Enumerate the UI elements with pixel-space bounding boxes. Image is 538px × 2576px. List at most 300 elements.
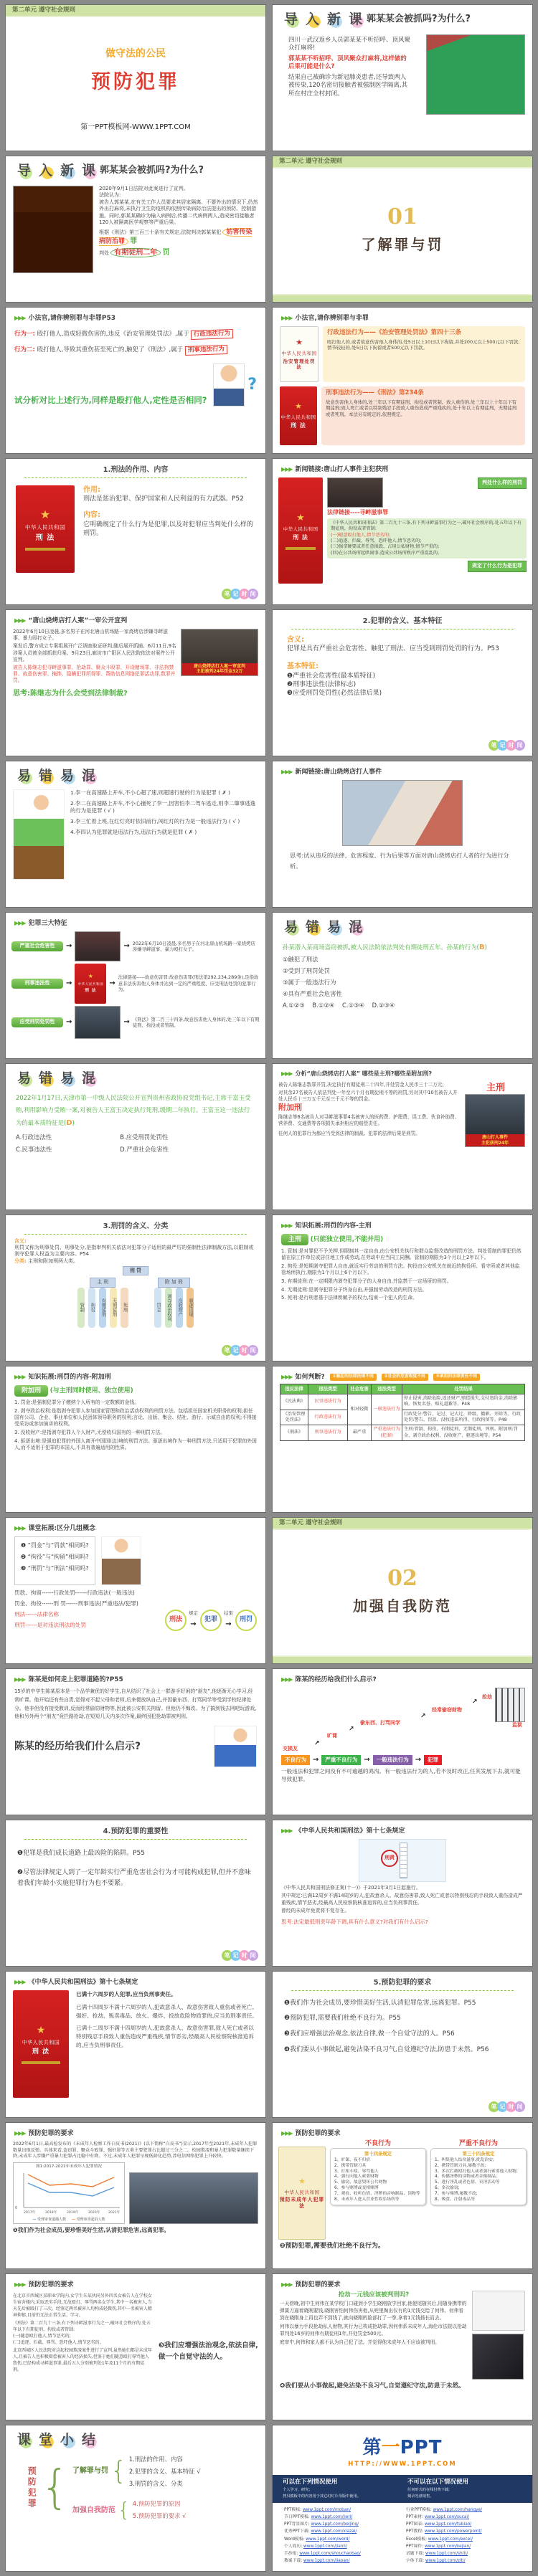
quiz-item: 1.李一在高速路上开车,不小心超了速,则超速行驶的行为是犯罪 ( ✗ ): [70, 789, 230, 796]
paragraph: 判处: [99, 250, 109, 257]
paragraph: 被告人郭某某,在有关工作人员要求其居家隔离、不要外出的情况下,仍然外出打麻将,未执行卫生防疫机构依照传染病防治法提出的预防、控制措施。同时,郭某某确诊为输入病例后,传播二代病例两人,造成密切接触者120人被隔离医学观察等严重后果。: [99, 199, 258, 226]
cell: 民事违法行为: [308, 1394, 348, 1410]
label: 内容:: [83, 511, 100, 520]
think-question: 思考:陈继志为什么会受到法律制裁?: [13, 689, 128, 698]
slide-header: 犯罪三大特征: [28, 920, 67, 927]
option: ③属于一般违法行为: [283, 978, 336, 986]
supplementary-label: 附加刑: [278, 1103, 302, 1113]
cell: 《刑法》: [280, 1425, 308, 1441]
note-time-badge: 笔 记 时 间: [224, 589, 258, 599]
criminal-law-book: ★ 中华人民共和国 刑 法: [278, 477, 323, 584]
slide-penalty-classification: [5, 1215, 266, 1361]
cell: 最严重: [348, 1425, 372, 1441]
criminal-law-book: ★ 中华人民共和国 刑 法: [13, 1990, 69, 2098]
shiti-link[interactable]: www.1ppt.com/shiti/: [425, 2551, 468, 2556]
paragraph: 已满十四周岁不满十六周岁的人,犯故意杀人、故意伤害致人重伤或者死亡、强奸、抢劫、贩卖毒品、放火、爆炸、投放危险物质罪的,应当负刑事责任。: [76, 2003, 258, 2019]
definition-item: 4. 驱逐出境:是强迫犯罪的外国人离开中国国(边)境的刑罚方法。驱逐出境作为一种刑罚方法,只适用于犯罪的外国人,而不适用于犯罪的本国人,不具有普遍适用的性质。: [14, 1437, 257, 1450]
arrow-icon: →: [66, 942, 72, 951]
topic-title: 1.刑法的作用、内容: [24, 465, 247, 478]
slide-header: 《中华人民共和国刑法》第十七条规定: [28, 1979, 138, 1986]
svg-text:0: 0: [15, 2205, 18, 2210]
option: D.严重社会危害性: [120, 1146, 169, 1154]
principal-badge: 主刑: [281, 1234, 308, 1245]
slide-comparison-table: [272, 1366, 533, 1513]
serious-bad-behavior-card: 第三十四条规定 1、纠集他人结伙滋事,扰乱治安; 2、携带管制刀具,屡教不改; 3、多次拦截殴打他人或者强行索要他人财物; 4、传播淫秽的读物或者音像制品; 5、进行淫乱或者色情、卖淫活动等 6、多次偷窃; 7、参与赌博,屡教不改; 8、吸食、注射毒品等: [430, 2148, 527, 2205]
section-number: 01: [387, 204, 417, 229]
mapping-line: 刑罚------是对违法刑法的处罚: [14, 1621, 86, 1628]
arrow-icon: ↗: [472, 1698, 478, 1706]
card-text: 殴打他人的,或者故意伤害他人身体的,处5日以上10日以下拘留,并处200元以上500元以下罚款;情节较轻的,处5日以下拘留或者500元以下罚款。: [327, 338, 520, 351]
conclusion-point: ❷预防犯罪,需要我们杜绝不良行为。: [280, 2243, 385, 2251]
sentence-highlight: 有期徒刑二年: [110, 248, 161, 257]
slide-amendment-11: [272, 1820, 533, 1967]
paragraph: (一)随意殴打他人,情节恶劣的;: [13, 2334, 71, 2339]
label: 作用:: [83, 485, 100, 494]
feature-label: 严重社会危害性: [11, 941, 63, 951]
criminal-law-book: ★ 中华人民共和国 刑 法: [280, 386, 317, 445]
cell: 停止侵害,消除危险,返还财产,赔偿损失,支付违约金,消除影响、恢复名誉、赔礼道歉等。P48: [402, 1394, 525, 1410]
paragraph: 其中规定:已满12周岁不满14周岁的人,犯故意杀人、故意伤害罪,致人死亡或者以特别残忍的手段致人重伤造成严重残疾,情节恶劣,经最高人民检察院核准追诉的,应当负刑事责任。: [281, 1892, 523, 1906]
prison-cell-image: [495, 1688, 525, 1722]
arrow-icon: ↗: [420, 1713, 426, 1720]
chevrons-icon: ▶▶▶: [14, 314, 26, 321]
arrow-icon: →: [66, 1018, 72, 1027]
principal-label: 主刑: [486, 1082, 505, 1093]
note-time-badge: 笔 记 时 间: [224, 1345, 258, 1356]
slide-mcq-wangfuyu: [5, 1063, 266, 1210]
conclusion-text: 一般违法和犯罪之间没有不可逾越的鸿沟。有一般违法行为的人,若不及时改正,任其发展下去,就可能导致犯罪。: [281, 1768, 521, 1782]
feature-label: 刑事违法性: [11, 979, 63, 988]
paragraph: 对其余27名被告人依法判处一年至六个月有期徒刑不等的刑罚,另对其中10名被告人并处人民币十三万五千元至三千元不等的罚金。: [278, 1089, 458, 1102]
quiz-item: 4.李四认为犯罪就是违法行为,违法行为就是犯罪 ( ✗ ): [70, 828, 197, 835]
topic-title: 3.刑罚的含义、分类: [24, 1222, 247, 1235]
big-question: 陈某的经历给我们什么启示?: [14, 1740, 141, 1752]
chevrons-icon: ▶▶▶: [14, 919, 26, 926]
cell: 行政违法行为: [308, 1410, 348, 1425]
error-prone-title: 易 错 易 混: [16, 1070, 95, 1086]
slide-bad-behavior-lists: [272, 2122, 533, 2269]
case-subtitle: 抢劫一元钱应该被判刑吗?: [338, 2291, 410, 2299]
option: C.民事违法性: [16, 1146, 52, 1154]
slide-path-diagram: [272, 1668, 533, 1815]
paragraph: 曾经的未成年免责将不复存在。: [281, 1907, 350, 1914]
legend-item: — 受理审查逮捕人数: [32, 2217, 66, 2222]
national-emblem-icon: ★: [298, 2176, 306, 2186]
slide-section-02: [272, 1517, 533, 1664]
criminal-age-badge: 刑责: [381, 1850, 398, 1867]
lesson-intro-title: 导 入 新 课: [16, 163, 95, 179]
branch-items: 1.刑法的作用、内容 2.犯罪的含义、基本特征 √ 3.刑罚的含义、分类: [128, 2456, 201, 2487]
conclusion-point: ❶我们作为社会成员,要珍惜美好生活,认清犯罪危害,远离犯罪。: [13, 2227, 170, 2234]
slide-section-01: [272, 156, 533, 303]
topic-title: 4.预防犯罪的重要性: [24, 1827, 247, 1840]
chevrons-icon: ▶▶▶: [281, 1676, 293, 1683]
allowed-item: 个人学习、研究;: [283, 2488, 311, 2493]
note-time-badge: 笔 记 时 间: [224, 1950, 258, 1961]
national-emblem-icon: ★: [36, 2024, 46, 2036]
branch-label: 加强自我防范: [72, 2506, 115, 2514]
slide-three-features: [5, 912, 266, 1059]
paragraph: 根据《刑法》第三百三十条有关规定,法院判决郭某某犯: [99, 229, 222, 235]
national-emblem-icon: ★: [295, 401, 302, 412]
slide-mcq-theft: [272, 912, 533, 1059]
slide-header: 小法官,请你辨别罪与非罪: [295, 315, 369, 322]
age-ruler-cartoon: [273, 1839, 532, 1882]
svg-text:2021年: 2021年: [108, 2210, 121, 2215]
allowed-item: 拷贝模板中的内容用于其它幻灯片母版中使用。: [283, 2494, 361, 2499]
branch-items: 4.预防犯罪的原因 5.预防犯罪的要求 √: [132, 2500, 187, 2520]
definition-item: 3. 有期徒刑:在一定期限内剥夺犯罪分子的人身自由,并监禁于一定场所的刑罚。: [281, 1278, 452, 1284]
slide-whitepaper-chart: [5, 2122, 266, 2269]
national-emblem-icon: ★: [296, 338, 303, 348]
paragraph: 2020年9月1日法院对此案进行了宣判。: [99, 186, 189, 191]
paragraph: 四川一武汉返乡人员郭某某不听招呼、顶风聚众打麻将!: [288, 37, 411, 52]
slide-intro-verdict: [5, 156, 266, 303]
note-time-badge: 笔 记 时 间: [491, 740, 525, 751]
chevrons-icon: ▶▶▶: [281, 1070, 293, 1077]
jieri-link[interactable]: www.1ppt.com/jieri/: [311, 2515, 353, 2520]
definition-item: 5. 死刑:是行刑者基于法律所赋予的权力,结束一个犯人的生命。: [281, 1295, 417, 1301]
attack-photo: [75, 931, 121, 961]
path-step: 交损友: [283, 1745, 298, 1752]
paragraph: 何伟以暴力手段抢劫私人财物,其行为已构成抢劫罪,因何伟系未成年人,海伦市法院以抢劫罪判处16岁的何伟有期徒刑1年,并处罚金500元。: [280, 2324, 467, 2337]
section-title: 加强自我防范: [353, 1597, 452, 1615]
question-box: ❶ “罚金”与“罚款”相同吗? ❷ “拘役”与“拘留”相同吗? ❸ “刑罚”与“刑法”相同吗?: [14, 1536, 95, 1585]
paragraph: 一天傍晚,初中生何伟在某学校门口碰到小学生晓刚放学回家,他便尾随其后,用随身携带的弹簧刀逼着晓刚要钱,晓刚害怕何伟伤害他,从兜里掏出仅有的1元钱交给了何伟。何伟看到在晓刚身上再也弄不到钱了,就向晓刚的脸部打了一拳,拿着1元钱扬长而去。: [280, 2300, 467, 2321]
paragraph: 《刑法》第二百九十三条,有下列寻衅滋事行为之一,破坏社会秩序的,处五年以下有期徒刑、拘役或者管制:: [13, 2321, 151, 2333]
slide-1ppt-download: [272, 2425, 533, 2572]
link-lists: PPT模板: www.1ppt.com/moban/ 节日PPT模板: www.1ppt.com/jieri/ PPT背景图片: www.1ppt.com/beijing/ 优秀PPT下载: www.1ppt.com/xiazai/ Word模板: www.1ppt.com/word/ 个人简历: www.1ppt.com/jianli/ 手抄报: www.1ppt.com/shouchaobao/ 教案下载: www.1ppt.com/jiaoan/ 行业PPT模板: www.1ppt.com/hangye/ PPT素材: www.1ppt.com/sucai/ PPT图表: www.1ppt.com/tubiao/ PPT教程: www.1ppt.com/powerpoint/ Excel模板: www.1ppt.com/excel/ PPT课件: www.1ppt.com/kejian/ 试题下载: www.1ppt.com/shiti/ 字体下载: www.1ppt.com/ziti/: [284, 2508, 483, 2564]
usage-note: (与主刑同时使用、独立使用): [49, 1387, 133, 1395]
feature-item: ❷刑事违法性(法律标志): [287, 680, 357, 688]
paragraph: 殴打他人,造成轻微伤害的,违反《治安管理处罚法》,属于: [37, 331, 189, 338]
slide-header: “唐山烧烤店打人案”一审公开宣判: [28, 617, 128, 624]
paragraph: 法院认为:: [99, 192, 121, 199]
paragraph: 郭某某不听招呼、顶风聚众打麻将,这样做的后果可能是什么?: [288, 54, 407, 71]
cell: 刑事违法行为: [308, 1425, 348, 1441]
conclusion-point: ❸我们应增强法治观念,依法自律,做一个自觉守法的人。: [158, 2341, 258, 2361]
criminal-card: 刑事违法行为——《刑法》第234条 故意伤害他人身体的,处三年以下有期徒刑、拘役或者管制。致人重伤的,处三年以上十年以下有期徒刑;致人死亡或者以特别残忍手段致人重伤造成严重残疾的,处十年以上有期徒刑、无期徒刑或者死刑。本法另有规定的,依照规定。: [321, 386, 525, 445]
cell: 行政处分:警告、记过、记大过、降级、撤职、开除等。行政处罚:警告、罚款、没收违法所得、行政拘留等。P48: [402, 1410, 525, 1425]
slide-header: 预防犯罪的要求: [295, 2281, 341, 2289]
chevrons-icon: ▶▶▶: [281, 465, 293, 472]
hangye-link[interactable]: www.1ppt.com/hangye/: [433, 2508, 483, 2513]
difference-badge: ①触犯的法律法规不同: [330, 1374, 377, 1381]
point: ❷尽管法律规定人到了一定年龄实行严重危害社会行为才可能构成犯罪,但并不意味着我们年龄小实施犯罪行为也不要紧。: [17, 1868, 251, 1888]
lesson-intro-title: 导 入 新 课: [283, 11, 362, 27]
paragraph: 案发后,警方成立专案组展开广泛调查取证研判,随后展开抓捕。6月11日,9名涉案人员被全部抓获归案。9月23日,廊坊市广阳区人民法院依法对案件公开宣判。: [13, 643, 176, 662]
summary-title: 课 堂 小 结: [16, 2432, 95, 2448]
slide-header: 预防犯罪的要求: [28, 2130, 74, 2137]
quiz-item: 3.李三忙着上班,在红灯亮时依旧前行,闯红灯的行为是一般违法行为 ( √ ): [70, 817, 240, 824]
slide-header: 分析“唐山烧烤店打人案” 哪些是主刑?哪些是附加刑?: [295, 1070, 433, 1077]
label: 分类:: [14, 1258, 27, 1264]
brace: {: [117, 2498, 131, 2522]
definition-item: 3. 没收财产:是指剥夺犯罪人个人财产,无偿收归国有的一种刑罚方法。: [14, 1429, 166, 1435]
label: 含义:: [287, 635, 304, 644]
usage-note: (只能独立使用,不能并用): [310, 1236, 384, 1244]
paragraph: 2022年6月10日凌晨,多名男子在河北唐山机场路一家烧烤店涉嫌寻衅滋事、暴力殴打女子。: [13, 629, 168, 642]
site-footer: 第一PPT模板网-WWW.1PPT.COM: [80, 123, 191, 132]
arrow-icon: ↗: [349, 1726, 354, 1733]
violation-table: 违反法律 违法类型 社会危害 违法类型 处罚结果 《民法典》 民事违法行为 相对轻微 一般违法行为 停止侵害,消除危险,返还财产,赔偿损失,支付违约金,消除影响、恢复名誉、赔礼道歉等。P48 《治安管理处罚法》 行政违法行为 行政处分:警告、记过、记大过、降级、撤职、开除等。行政处罚:警告、罚款、没收违法所得、行政拘留等。P48 《刑法》 刑事违法行为 最严重 严重违法行为(犯罪) 主刑:管制、拘役、有期徒刑、无期徒刑、死刑。附加刑:罚金、剥夺政治权利、没收财产、驱逐出境等。P54: [280, 1384, 525, 1441]
slide-header: 小法官,请你辨别罪与非罪P53: [28, 315, 116, 322]
path-step: 监狱: [512, 1722, 522, 1729]
error-prone-title: 易 错 易 混: [283, 919, 362, 935]
chevrons-icon: ▶▶▶: [281, 768, 293, 775]
svg-text:2020年: 2020年: [88, 2210, 100, 2215]
penalty-tree: 刑 罚 主 刑 管制 拘役 有期徒刑 无期徒刑 死刑 附 加 刑 罚金 剥夺政治权利 没收财产 驱逐出境: [6, 1266, 265, 1330]
tree-root: 刑 罚: [123, 1266, 148, 1275]
bottom-strip: [273, 1655, 532, 1663]
chevrons-icon: ▶▶▶: [281, 1827, 293, 1834]
unit-header: 第二单元 遵守社会规则: [273, 1518, 532, 1530]
site-url[interactable]: HTTP://WWW.1PPT.COM: [348, 2461, 457, 2468]
bad-behavior-card: 第十四条规定 1、旷课、夜不归宿 2、携带管制刀具 3、打架斗殴、辱骂他人 4、强行向他人索要财物 5、偷窃、故意毁坏公共财物 6、参与赌博或变相赌博 7、观看、收听色情、淫秽的音响制品、读物等 8、未成年人进入营业性娱乐场所等: [330, 2148, 426, 2205]
slide-crime-meaning: [272, 609, 533, 756]
street-attack-photo: [327, 477, 383, 508]
question-mark-icon: ?: [247, 376, 257, 394]
tubiao-link[interactable]: www.1ppt.com/tubiao/: [424, 2522, 472, 2527]
slide-chen-story: [5, 1668, 266, 1815]
slide-header: 如何判断?: [295, 1374, 325, 1381]
forbidden-item: 刻录光盘销售。: [407, 2494, 434, 2499]
path-step: 抢劫: [482, 1693, 492, 1700]
slide-prevention-requirements: [272, 1971, 533, 2118]
administrative-card: 行政违法行为——《治安管理处罚法》第四十三条 殴打他人的,或者故意伤害他人身体的,处5日以上10日以下拘留,并处200元以上500元以下罚款;情节较轻的,处5日以下拘留或者500元以下罚款。: [323, 326, 525, 382]
list-title: 不良行为: [364, 2140, 391, 2148]
feature-item: ❸应受刑罚处罚性(必然法律后果): [287, 689, 382, 697]
xiazai-link[interactable]: www.1ppt.com/xiazai/: [311, 2529, 357, 2534]
book-gold-bar: [22, 2061, 60, 2064]
slide-title: [5, 4, 266, 151]
handcuffs-photo: [472, 2334, 524, 2380]
slide-header: 预防犯罪的要求: [28, 2281, 74, 2289]
cell: 《治安管理处罚法》: [280, 1410, 308, 1425]
teacher-cartoon: [101, 1536, 141, 1585]
slide-law-role: [5, 458, 266, 605]
ziti-link[interactable]: www.1ppt.com/ziti/: [425, 2559, 466, 2564]
error-prone-title: 易 错 易 混: [16, 768, 95, 784]
law-link-line: 法律链接----寻衅滋事罪: [327, 509, 389, 516]
mapping-line: 刑法------法律名称: [14, 1611, 60, 1618]
mindmap-root: 预防犯罪: [27, 2466, 37, 2510]
svg-text:2017年: 2017年: [24, 2210, 36, 2215]
mahjong-photo: [426, 34, 525, 115]
tree-branch: 附 加 刑: [158, 1278, 190, 1287]
question-stem: 2022年1月17日,天津市第一中级人民法院公开宣判贵州省政协原党组书记,主席干富玉受贿,利用影响力受贿一案,对被告人王富玉决定执行死刑,缓期二年执行。王富玉这一违法行为的最本质特征是(D): [16, 1094, 251, 1128]
crime-name-highlight: 妨害传染病防治罪: [99, 228, 253, 245]
paragraph: (二)追逐、拦截、辱骂、恐吓他人,情节恶劣的。: [13, 2340, 104, 2346]
downhill-path: [280, 1688, 525, 1754]
card-text: 故意伤害他人身体的,处三年以下有期徒刑、拘役或者管制。致人重伤的,处三年以上十年以下有期徒刑;致人死亡或者以特别残忍手段致人重伤造成严重残疾的,处十年以上有期徒刑、无期徒刑或者死刑。本法另有规定的,依照规定。: [326, 399, 517, 417]
chart-title: 图1:2017-2021年未成年人犯罪情况: [36, 2164, 102, 2169]
slide-header: 新闻链接:唐山打人事件主犯获刑: [295, 466, 389, 473]
sucai-link[interactable]: www.1ppt.com/sucai/: [424, 2515, 469, 2520]
option: ④具有严重社会危害性: [283, 989, 342, 997]
fa-tag: 罚: [162, 249, 170, 257]
excel-link[interactable]: www.1ppt.com/excel/: [428, 2537, 473, 2542]
point: ❷预防犯罪,需要我们杜绝不良行为。P55: [284, 2015, 401, 2023]
cell: 《民法典》: [280, 1394, 308, 1410]
brace: {: [40, 2461, 70, 2515]
chevrons-icon: ▶▶▶: [281, 2129, 293, 2137]
paragraph: 北京西城区人民法院对这起校园欺凌案件进行了宣判,虽然她们都是未成年人,且被告人也积极赔偿被害人的经济损失,但鉴于她们随意殴打辱骂他人致伤,已经构成寻衅滋事罪,最后五人分别被判处1年及11个月的有期徒刑。: [13, 2348, 152, 2373]
chevrons-icon: ▶▶▶: [14, 2129, 26, 2137]
intro-question: 郭某某会被抓吗?为什么?: [367, 13, 471, 24]
branch-label: 了解罪与罚: [72, 2467, 108, 2476]
intro-question: 郭某某会被抓吗?为什么?: [100, 164, 204, 176]
1ppt-logo: 第一PPT HTTP://WWW.1PPT.COM: [273, 2435, 532, 2469]
moban-link[interactable]: www.1ppt.com/moban/: [302, 2508, 351, 2513]
chevrons-icon: ▶▶▶: [281, 1222, 293, 1229]
powerpoint-link[interactable]: www.1ppt.com/powerpoint/: [424, 2529, 482, 2534]
juvenile-crime-chart: [13, 2162, 125, 2224]
national-emblem-icon: ★: [39, 507, 51, 521]
mapping-line: 罚款、拘留------行政处罚------行政违法(一般违法): [14, 1589, 135, 1597]
slide-quiz-truefalse: [5, 761, 266, 908]
slide-header: 课堂拓展:区分几组概念: [28, 1525, 96, 1532]
slide-punishment-analysis: [272, 1063, 533, 1210]
slide-news-tangshan-verdict: [272, 458, 533, 605]
criminal-law-book: ★ 中华人民共和国 刑 法: [16, 485, 75, 573]
point: ❶我们作为社会成员,要珍惜美好生活,认清犯罪危害,远离犯罪。P55: [284, 1999, 476, 2007]
definition-item: 1. 罚金:是强制犯罪分子缴纳个人所有的一定数额的金钱。: [14, 1399, 140, 1406]
chevrons-icon: ▶▶▶: [14, 1676, 26, 1683]
slide-concept-distinction: [5, 1517, 266, 1664]
slide-header: 陈某是如何走上犯罪道路的?P55: [28, 1676, 123, 1683]
courtroom-photo: [13, 186, 93, 273]
forbidden-item: 任何形式的在线付费下载;: [407, 2488, 450, 2493]
slide-bullying-case: [5, 2273, 266, 2420]
law-quote-box: 《中华人民共和国刑法》第二百九十三条,有下列寻衅滋事行为之一,破坏社会秩序的,处五年以下有期徒刑、拘役或者管制: (一)随意殴打他人,情节恶劣的; (二)追逐、拦截、辱骂、恐吓他人,情节恶劣的; (三)强拿硬要或者任意损毁、占用公私财物,情节严重的; (四)在公共场所起哄闹事,造成公共场所秩序严重混乱的。: [327, 518, 527, 559]
robbery-cartoon: [472, 2291, 525, 2331]
definition-item: 2. 剥夺政治权利:是指剥夺犯罪人参加国家管理和政治活动权利的刑罚方法。包括担任国家机关职务的权利;担任国有公司、企业、事业单位和人民团体领导职务的权利;言论、出版、集会、结社、游行、示威自由的权利;不得接受采访或参加演讲的权利。: [14, 1407, 257, 1427]
slide-supplementary-punishments: [5, 1366, 266, 1513]
arrow-icon: →: [123, 942, 130, 951]
public-security-law-book: ★ 中华人民共和国 治安管理处罚法: [280, 326, 318, 382]
paragraph: 犯罪是具有严重社会危害性、触犯了刑法、应当受到刑罚处罚的行为。P53: [287, 645, 499, 652]
chevrons-icon: ▶▶▶: [281, 314, 293, 321]
chevrons-icon: ▶▶▶: [281, 2281, 293, 2288]
paragraph: 刑法是惩治犯罪、保护国家和人民利益的有力武器。P52: [83, 495, 244, 503]
discussion-question: 试分析对比上述行为,同样是殴打他人,定性是否相同?: [14, 394, 207, 405]
chevrons-icon: ▶▶▶: [281, 1373, 293, 1380]
chevrons-icon: ▶▶▶: [14, 1978, 26, 1985]
paragraph: 结果自己被确诊为新冠肺炎患者,还导致两人被传染,120名密切接触者被强制医学隔离,其所在村庄全村封闭。: [288, 73, 408, 98]
unit-header: 第二单元 遵守社会规则: [6, 5, 265, 17]
option: ①触犯了刑法: [283, 956, 318, 963]
option: A.行政违法性: [16, 1133, 52, 1141]
difference-badge: ③承担的法律责任不同: [433, 1374, 480, 1381]
question-stem: 孙某潜入某商场盗窃被抓,被人民法院依法判处有期徒刑五年。孙某的行为(B): [283, 944, 487, 951]
boy-cartoon: [214, 1726, 257, 1767]
think-question: 思考:法定最低刑责年龄下调,具有什么意义?对我们有什么启示?: [281, 1919, 428, 1926]
paragraph: 已满十六周岁的人犯罪,应当负刑事责任。: [76, 1991, 176, 1998]
paragraph: 任何人的犯罪行为都应当受到法律的制裁。犯罪的法律后果是刑罚。: [278, 1131, 420, 1137]
cell: 严重违法行为(犯罪): [372, 1425, 402, 1441]
story-paragraph: 15岁的中学生陈某原本是一个品学兼优的好学生,自从结识了社会上一群游手好闲的“朋友”,他逐渐无心学习,经常旷课。他开始还有些自责,觉得对不起父母和老师,后来便放纵自己,并因偷东西、打骂同学等受到学校纪律处分。他非但没有接受教训,反而经常偷窃财物等,因此被公安机关拘留。但他仍不悔改。为了搞到钱去网吧玩游戏,他和另外两个“朋友”竟拦路抢劫,在短短几天内多次作案,最终因犯抢劫罪被判刑。: [14, 1688, 257, 1720]
penalty-callout: 判处什么样的刑罚: [478, 477, 527, 488]
ruler-icon: [400, 1843, 407, 1878]
juvenile-law-book: ★ 中华人民共和国 预防未成年人犯罪法: [278, 2147, 326, 2240]
paragraph: 主刑和附加刑两大类。: [28, 1258, 79, 1264]
slide-lesson-summary: [5, 2425, 266, 2572]
feature-item: ❶严重社会危害性(最本质特征): [287, 672, 376, 680]
mapping-line: 罚金、拘役------刑 罚------刑事违法(严重违法/犯罪): [14, 1600, 138, 1607]
option: ②受到了刑罚处罚: [283, 966, 331, 974]
bottom-strip: [273, 294, 532, 302]
chevrons-icon: ▶▶▶: [14, 2281, 26, 2288]
paragraph: 殴打他人,导致其重伤甚至死亡的,触犯了《刑法》,属于: [37, 346, 184, 353]
course-title: 预防犯罪: [91, 70, 180, 93]
slide-header: 预防犯罪的要求: [295, 2130, 341, 2137]
point: ❸我们应增强法治观念,依法自律,做一个自觉守法的人。P56: [284, 2030, 455, 2038]
answer-letter: D: [66, 1119, 72, 1128]
slide-header: 陈某的经历给我们什么启示?: [295, 1676, 377, 1683]
slide-principal-punishments: [272, 1215, 533, 1361]
arrest-photo: [75, 1006, 121, 1039]
point: ❶犯罪是我们成长道路上最凶险的陷阱。P55: [17, 1849, 145, 1857]
shouchaobao-link[interactable]: www.1ppt.com/shouchaobao/: [299, 2551, 361, 2556]
tree-branch: 主 刑: [90, 1278, 115, 1287]
word-link[interactable]: www.1ppt.com/word/: [306, 2537, 350, 2542]
suspects-photo: 唐山打人事件 主犯获刑24年: [465, 1094, 525, 1147]
slide-header: 新闻链接:唐山烧烤店打人事件: [295, 769, 382, 776]
label: 基本特征:: [287, 662, 318, 671]
law-crime-penalty-diagram: 刑法 规定 → 犯罪 结果 → 刑罚: [165, 1609, 257, 1631]
slide-header: 《中华人民共和国刑法》第十七条规定: [295, 1828, 405, 1835]
chevrons-icon: ▶▶▶: [14, 617, 26, 624]
cell: 主刑:管制、拘役、有期徒刑、无期徒刑、死刑。附加刑:罚金、剥夺政治权利、没收财产、驱逐出境等。P54: [402, 1425, 525, 1441]
zui-tag: 罪: [130, 237, 138, 245]
police-ranks-photo: [129, 2172, 258, 2224]
jianli-link[interactable]: www.1ppt.com/jianli/: [303, 2544, 347, 2549]
label: 含义:: [14, 1237, 27, 1244]
definition-item: 2. 拘役:是短期剥夺犯罪人自由,就近实行劳动的刑罚方法。拘役由公安机关在就近的拘役所、看守所或者其他监管场所执行,期限为1个月以上6个月以下。: [281, 1263, 520, 1276]
arrow-icon: →: [123, 1018, 130, 1027]
quiz-item: 2.李二在高速路上开车,不小心撞死了李一,因害怕李二驾车逃走,则李二肇事逃逸的行为是犯罪 ( √ ): [70, 799, 255, 814]
slide-prevention-importance: [5, 1820, 266, 1967]
arrow-icon: →: [109, 979, 115, 988]
supplementary-badge: 附加刑: [14, 1385, 48, 1397]
forbidden-title: 不可以在以下情况使用: [407, 2478, 469, 2486]
svg-text:2019年: 2019年: [67, 2210, 79, 2215]
crime-definition-callout: 规定了什么行为是犯罪: [468, 561, 527, 571]
slide-judge-laws: [272, 307, 533, 454]
course-subtitle: 做守法的公民: [105, 48, 166, 60]
summary-mindmap: [26, 2453, 265, 2522]
answer-letter: B: [478, 944, 485, 951]
student-cartoon: [13, 789, 65, 880]
path-step: 偷东西、打骂同学: [360, 1719, 400, 1726]
kejian-link[interactable]: www.1ppt.com/kejian/: [424, 2544, 471, 2549]
section-number: 02: [387, 1566, 417, 1591]
paragraph: 被告人陈继志犯寻衅滋事罪、抢劫罪、聚众斗殴罪、开设赌场罪、非法拘禁罪、故意伤害罪、掩饰、隐瞒犯罪所得罪、帮助信息网络犯罪活动罪,数罪并罚。: [13, 665, 176, 684]
path-step: 旷课: [327, 1732, 337, 1739]
thinking-man-cartoon: [213, 363, 257, 407]
legend-item: — 受理审查起诉人数: [72, 2217, 105, 2222]
book-gold-bar: [285, 547, 316, 550]
definition-item: 1. 管制:是对罪犯不予关押,但限制其一定自由,由公安机关执行和群众监督改造的刑罚方法。判处管制的罪犯仍然留在原工作单位或居住地工作或劳动,在劳动中应当同工同酬。管制的期限为3个月以上2年以下。: [281, 1248, 522, 1261]
paragraph: 在北京市西城区某职业学院内,女学生朱某伙同另外四名女被告人在学校女生宿舍楼内,采取恶劣手段,无故殴打、辱骂两名女学生,其中一名被害人,当天先后被殴打了三次。经鉴定两名被害人均构成轻微伤,其中一名被害人精神抑郁,目前仍无法正常生活、学习。: [13, 2294, 152, 2319]
choices-row: A.①②③ B.①②④ C.①③④ D.②③④: [283, 1001, 395, 1009]
beijing-link[interactable]: www.1ppt.com/beijing/: [311, 2522, 359, 2527]
section-title: 了解罪与罚: [361, 235, 444, 253]
list-title: 严重不良行为: [458, 2140, 498, 2148]
jiaoan-link[interactable]: www.1ppt.com/jiaoan/: [303, 2559, 350, 2564]
paragraph: 《中华人民共和国刑法修正案(十一)》于2021年3月1日起施行。: [281, 1885, 421, 1891]
